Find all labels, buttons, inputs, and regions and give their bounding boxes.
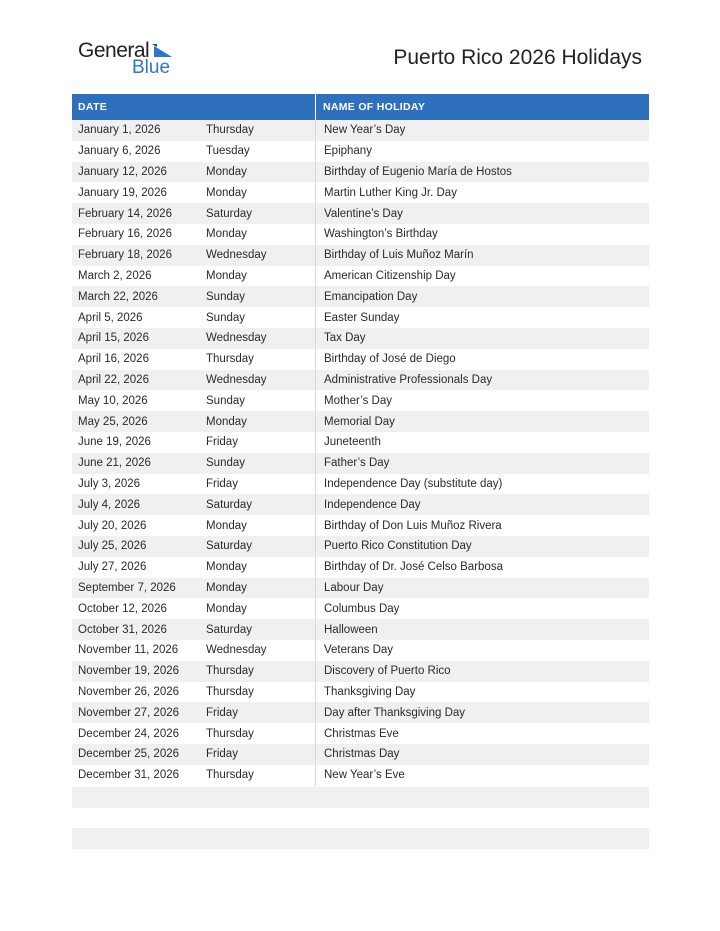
holiday-date: February 14, 2026 (78, 207, 172, 220)
holiday-name: Christmas Day (324, 748, 400, 761)
holiday-weekday: Sunday (202, 390, 316, 411)
holiday-name: American Citizenship Day (324, 269, 456, 282)
column-header-holiday: NAME OF HOLIDAY (323, 101, 426, 113)
table-row (72, 598, 649, 619)
table-row (72, 702, 649, 723)
holiday-name: Birthday of Eugenio María de Hostos (324, 165, 512, 178)
holiday-weekday: Sunday (202, 307, 316, 328)
table-row (72, 515, 649, 536)
holiday-date: July 4, 2026 (78, 498, 141, 511)
holiday-weekday: Friday (202, 432, 316, 453)
table-header (72, 94, 649, 120)
holidays-table (72, 94, 649, 786)
holiday-date: May 10, 2026 (78, 394, 148, 407)
holiday-date: April 16, 2026 (78, 353, 149, 366)
holiday-date: April 15, 2026 (78, 332, 149, 345)
holiday-weekday: Saturday (202, 494, 316, 515)
holiday-weekday: Monday (202, 266, 316, 287)
holiday-name: Administrative Professionals Day (324, 373, 493, 386)
holiday-date: July 3, 2026 (78, 477, 141, 490)
holiday-weekday: Thursday (202, 765, 316, 786)
table-row (72, 744, 649, 765)
holiday-weekday: Monday (202, 182, 316, 203)
holiday-name: Easter Sunday (324, 311, 400, 324)
logo-triangle-icon (152, 44, 174, 58)
table-row (72, 182, 649, 203)
holiday-name: Birthday of Dr. José Celso Barbosa (324, 561, 503, 574)
table-row (72, 578, 649, 599)
holiday-name: Puerto Rico Constitution Day (324, 540, 472, 553)
holiday-weekday: Wednesday (202, 370, 316, 391)
holiday-weekday: Monday (202, 578, 316, 599)
table-row (72, 120, 649, 141)
table-row (72, 765, 649, 786)
table-row (72, 245, 649, 266)
holiday-weekday: Monday (202, 515, 316, 536)
table-row (72, 349, 649, 370)
holiday-date: November 19, 2026 (78, 665, 180, 678)
holiday-name: Emancipation Day (324, 290, 418, 303)
holiday-date: June 21, 2026 (78, 457, 151, 470)
table-row (72, 432, 649, 453)
logo-blue-text: Blue (132, 57, 171, 78)
table-row (72, 661, 649, 682)
table-row (72, 162, 649, 183)
holiday-date: December 31, 2026 (78, 769, 180, 782)
holiday-name: Independence Day (substitute day) (324, 477, 503, 490)
holiday-name: Discovery of Puerto Rico (324, 665, 451, 678)
table-row (72, 203, 649, 224)
table-row (72, 474, 649, 495)
table-row (72, 619, 649, 640)
holiday-date: November 11, 2026 (78, 644, 179, 657)
holiday-date: November 26, 2026 (78, 685, 180, 698)
holiday-date: January 12, 2026 (78, 165, 167, 178)
holiday-name: Day after Thanksgiving Day (324, 706, 466, 719)
holiday-date: March 22, 2026 (78, 290, 158, 303)
holiday-name: New Year’s Eve (324, 769, 405, 782)
holiday-weekday: Friday (202, 474, 316, 495)
holiday-weekday: Monday (202, 557, 316, 578)
holiday-date: October 12, 2026 (78, 602, 167, 615)
table-row (72, 224, 649, 245)
table-row (72, 390, 649, 411)
table-row (72, 411, 649, 432)
holiday-name: Halloween (324, 623, 378, 636)
holiday-weekday: Wednesday (202, 328, 316, 349)
table-row (72, 640, 649, 661)
holiday-date: June 19, 2026 (78, 436, 151, 449)
table-row (72, 141, 649, 162)
holiday-name: Juneteenth (324, 436, 381, 449)
holiday-name: Valentine’s Day (324, 207, 403, 220)
table-row (72, 723, 649, 744)
holiday-weekday: Wednesday (202, 640, 316, 661)
holiday-date: December 25, 2026 (78, 748, 180, 761)
holiday-date: January 1, 2026 (78, 124, 161, 137)
holiday-date: October 31, 2026 (78, 623, 167, 636)
holiday-name: Christmas Eve (324, 727, 399, 740)
table-row (72, 494, 649, 515)
holiday-name: Independence Day (324, 498, 421, 511)
holiday-name: Tax Day (324, 332, 366, 345)
holiday-weekday: Thursday (202, 120, 316, 141)
holiday-name: Memorial Day (324, 415, 395, 428)
empty-table-row (72, 828, 649, 849)
holiday-date: January 19, 2026 (78, 186, 167, 199)
holiday-date: January 6, 2026 (78, 145, 161, 158)
table-row (72, 286, 649, 307)
holiday-name: Thanksgiving Day (324, 685, 416, 698)
holiday-date: May 25, 2026 (78, 415, 148, 428)
page-title: Puerto Rico 2026 Holidays (393, 46, 642, 69)
holiday-name: Labour Day (324, 581, 384, 594)
holiday-date: March 2, 2026 (78, 269, 152, 282)
holiday-weekday: Thursday (202, 723, 316, 744)
holiday-name: Birthday of Don Luis Muñoz Rivera (324, 519, 502, 532)
holiday-weekday: Saturday (202, 619, 316, 640)
holiday-weekday: Tuesday (202, 141, 316, 162)
holiday-weekday: Saturday (202, 203, 316, 224)
holiday-weekday: Thursday (202, 661, 316, 682)
table-row (72, 370, 649, 391)
column-header-date: DATE (72, 94, 316, 120)
table-row (72, 328, 649, 349)
holiday-name: New Year’s Day (324, 124, 406, 137)
holiday-name: Birthday of José de Diego (324, 353, 456, 366)
holiday-weekday: Sunday (202, 453, 316, 474)
holiday-weekday: Friday (202, 744, 316, 765)
table-row (72, 453, 649, 474)
holiday-name: Martin Luther King Jr. Day (324, 186, 457, 199)
holiday-weekday: Thursday (202, 349, 316, 370)
holiday-weekday: Monday (202, 224, 316, 245)
holiday-date: July 27, 2026 (78, 561, 147, 574)
holiday-name: Columbus Day (324, 602, 400, 615)
holiday-weekday: Wednesday (202, 245, 316, 266)
holiday-date: July 25, 2026 (78, 540, 147, 553)
holiday-weekday: Saturday (202, 536, 316, 557)
holiday-date: April 5, 2026 (78, 311, 143, 324)
holiday-date: December 24, 2026 (78, 727, 180, 740)
holiday-name: Father’s Day (324, 457, 390, 470)
holiday-weekday: Monday (202, 598, 316, 619)
table-row (72, 266, 649, 287)
holiday-name: Veterans Day (324, 644, 394, 657)
holiday-date: July 20, 2026 (78, 519, 147, 532)
holiday-weekday: Friday (202, 702, 316, 723)
holiday-date: April 22, 2026 (78, 373, 149, 386)
holiday-date: September 7, 2026 (78, 581, 176, 594)
holiday-date: November 27, 2026 (78, 706, 180, 719)
empty-table-row (72, 787, 649, 808)
holiday-name: Washington’s Birthday (324, 228, 438, 241)
holiday-name: Birthday of Luis Muñoz Marín (324, 249, 474, 262)
holiday-weekday: Thursday (202, 682, 316, 703)
table-row (72, 307, 649, 328)
holiday-date: February 16, 2026 (78, 228, 172, 241)
table-row (72, 682, 649, 703)
holiday-weekday: Monday (202, 411, 316, 432)
table-row (72, 536, 649, 557)
holiday-weekday: Monday (202, 162, 316, 183)
generalblue-logo[interactable] (78, 38, 188, 80)
table-row (72, 557, 649, 578)
holiday-name: Mother’s Day (324, 394, 392, 407)
holiday-name: Epiphany (324, 145, 372, 158)
logo-general-text: General (78, 39, 150, 62)
table-body (72, 120, 649, 786)
holiday-date: February 18, 2026 (78, 249, 172, 262)
holiday-weekday: Sunday (202, 286, 316, 307)
